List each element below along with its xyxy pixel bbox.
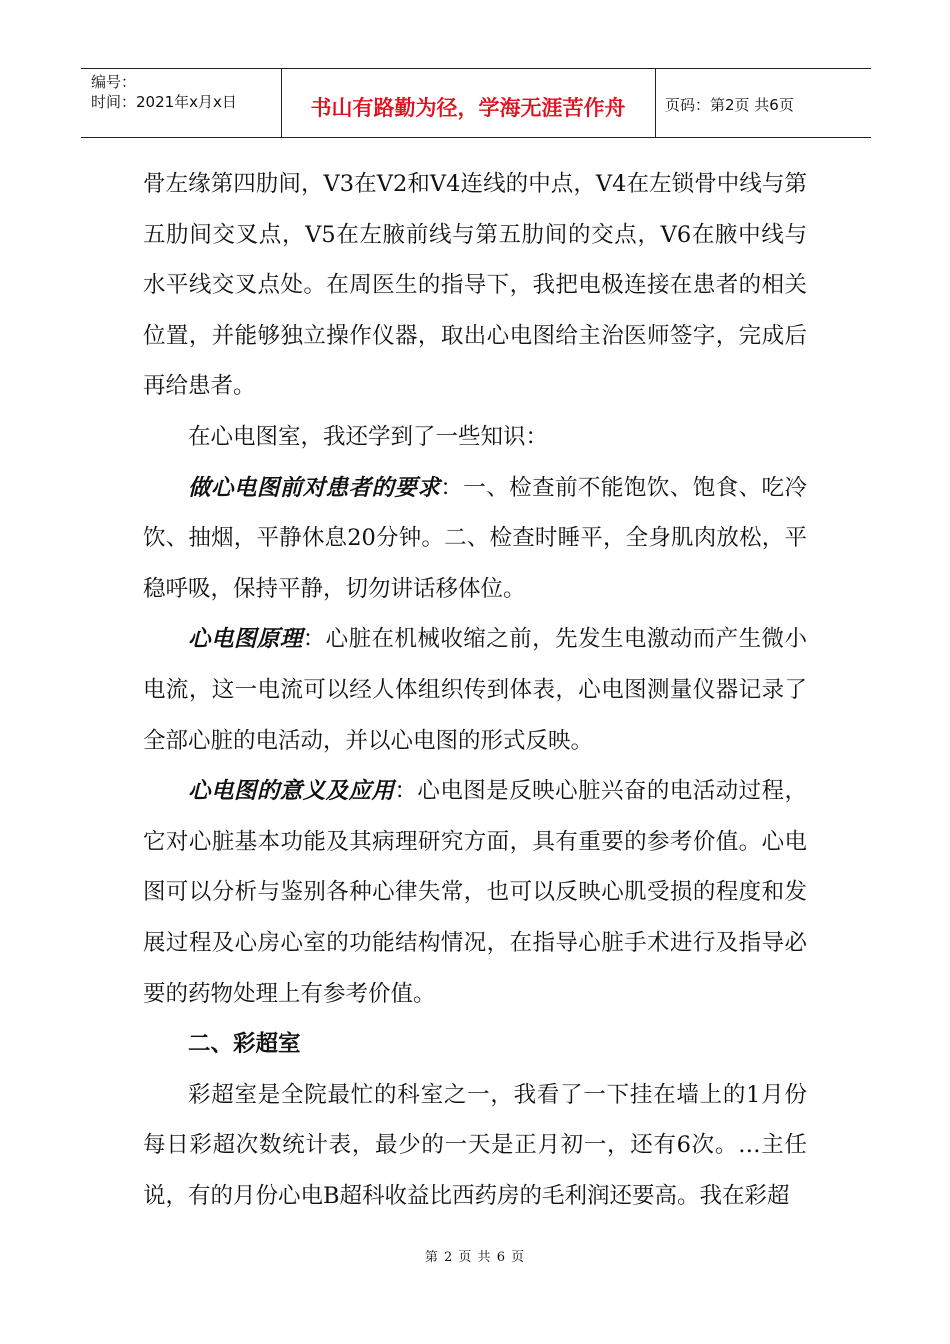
paragraph-ecg-significance xyxy=(143,766,807,1019)
paragraph-ultrasound-room: 彩超室是全院最忙的科室之一，我看了一下挂在墙上的1月份每日彩超次数统计表，最少的一天是正月初一，还有6次。…主任说，有的月份心电B超科收益比西药房的毛利润还要高。我在彩超 xyxy=(143,1081,807,1209)
paragraph-text: ：心电图是反映心脏兴奋的电活动过程，它对心脏基本功能及其病理研究方面，具有重要的参考价值。心电图可以分析与鉴别各种心律失常，也可以反映心肌受损的程度和发展过程及心房心室的功能结构情况，在指导心脏手术进行及指导必要的药物处理上有参考价值。 xyxy=(143,778,807,1007)
header-info-cell xyxy=(81,69,282,137)
header-motto-cell xyxy=(281,69,656,137)
document-time-label: 时间：2021年x月x日 xyxy=(91,93,237,111)
paragraph-title: 心电图的意义及应用 xyxy=(188,778,395,805)
paragraph-title: 心电图原理 xyxy=(188,626,303,653)
paragraph-ecg-leads: 骨左缘第四肋间，V3在V2和V4连线的中点，V4在左锁骨中线与第五肋间交叉点，V5在左腋前线与第五肋间的交点，V6在腋中线与水平线交叉点处。在周医生的指导下，我把电极连接在患者的相关位置，并能够独立操作仪器，取出心电图给主治医师签字，完成后再给患者。 xyxy=(143,171,807,400)
page-footer: 第 2 页 共 6 页 xyxy=(424,1250,526,1265)
section-heading: 二、彩超室 xyxy=(188,1031,301,1058)
header-motto: 书山有路勤为径，学海无涯苦作舟 xyxy=(310,96,626,120)
paragraph-ecg-principle xyxy=(143,614,807,766)
document-body xyxy=(143,159,807,1221)
header-page-number: 页码：第2页 共6页 xyxy=(665,96,794,114)
paragraph-ecg-knowledge-intro: 在心电图室，我还学到了一些知识： xyxy=(188,423,549,450)
paragraph-text: ：一、检查前不能饱饮、饱食、吃冷饮、抽烟，平静休息20分钟。二、检查时睡平，全身肌肉放松，平稳呼吸，保持平静，切勿讲话移体位。 xyxy=(143,474,807,602)
paragraph-ecg-patient-requirements xyxy=(143,463,807,615)
document-header xyxy=(81,68,871,138)
document-number-label: 编号： xyxy=(91,73,137,91)
paragraph-title: 做心电图前对患者的要求 xyxy=(188,474,441,501)
header-page-cell xyxy=(655,69,871,137)
paragraph-text: ：心脏在机械收缩之前，先发生电激动而产生微小电流，这一电流可以经人体组织传到体表，心电图测量仪器记录了全部心脏的电活动，并以心电图的形式反映。 xyxy=(143,626,807,754)
